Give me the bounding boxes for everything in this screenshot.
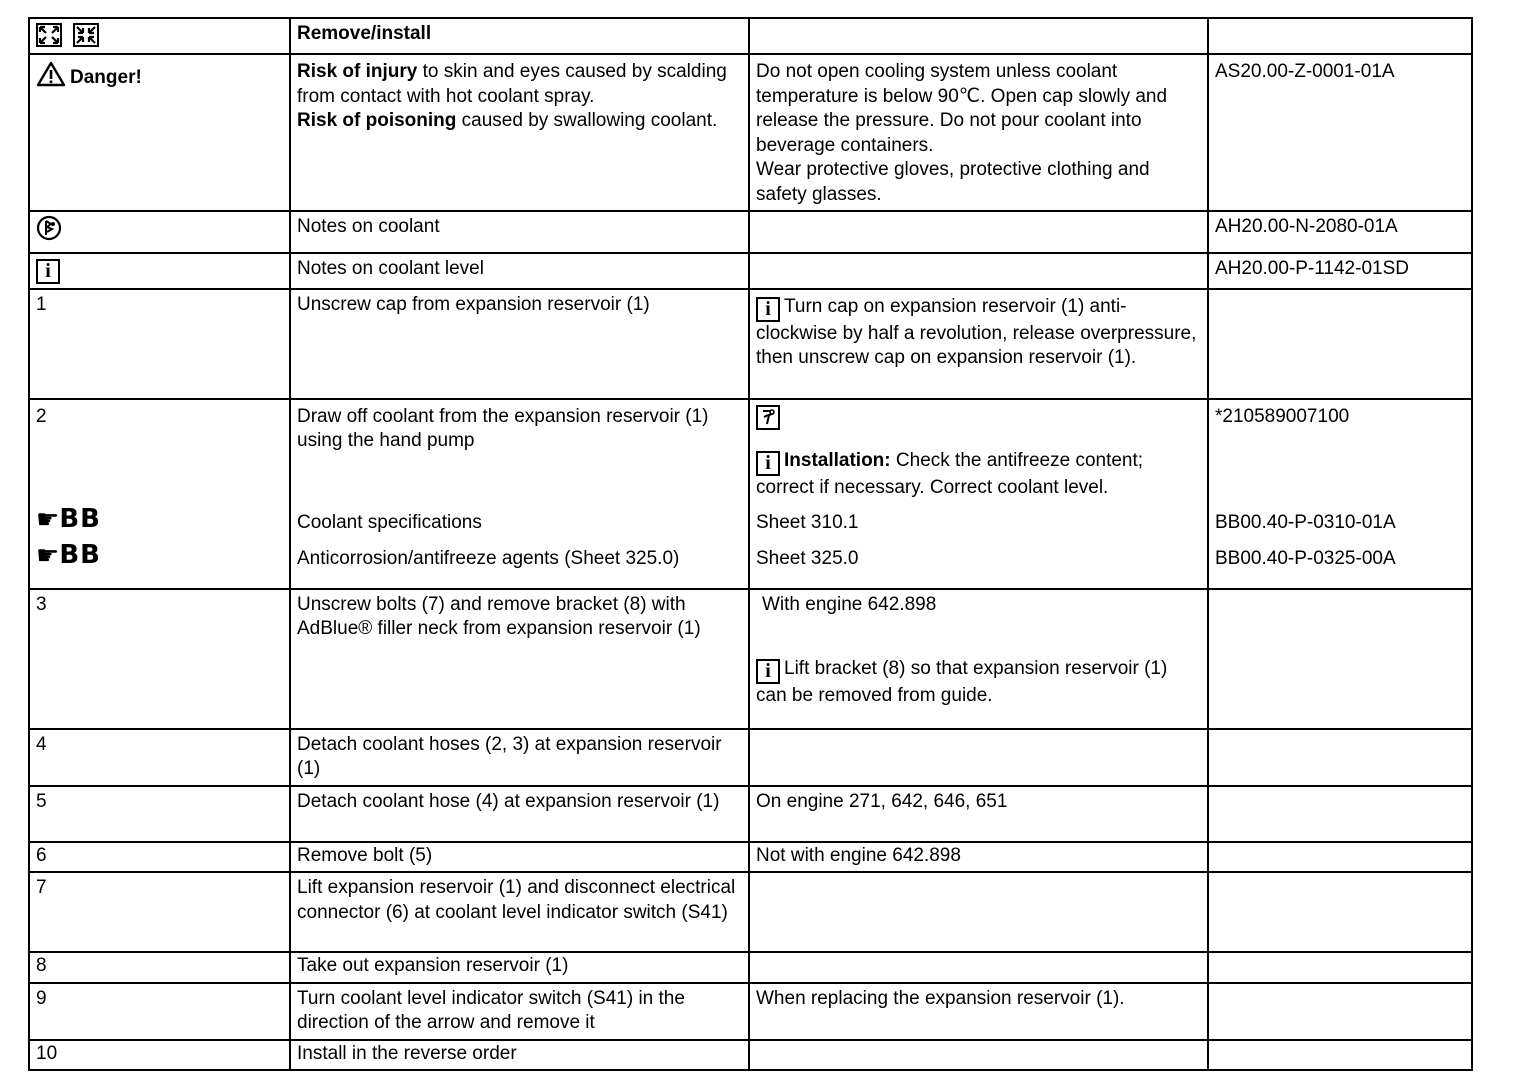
- step-ref: *210589007100: [1215, 405, 1350, 427]
- danger-measures-1: Do not open cooling system unless coolant temperature is below 90℃. Open cap slowly and release the pressure. Do not pour coolant into beverage containers.: [756, 61, 1168, 156]
- notes-text: Notes on coolant level: [290, 253, 749, 289]
- pointing-hand-icon: ☛: [36, 539, 60, 570]
- installation-text: Check the antifreeze content; correct if necessary. Correct coolant level.: [756, 449, 1144, 498]
- risk-poisoning-label: Risk of poisoning: [297, 110, 457, 131]
- step-row: [29, 729, 1472, 786]
- step-number: 3: [29, 589, 290, 729]
- step-number: 2: [36, 405, 47, 427]
- step-ref-cell: [1208, 399, 1472, 589]
- step-action-cell: [290, 399, 749, 589]
- info-icon: i: [36, 259, 60, 284]
- risk-injury-text: to skin and eyes caused by scalding from contact with hot coolant spray.: [297, 61, 727, 107]
- step-note-cell: [749, 729, 1208, 786]
- danger-ref: AS20.00-Z-0001-01A: [1208, 54, 1472, 211]
- header-title: Remove/install: [290, 18, 749, 54]
- step-number: 10: [29, 1040, 290, 1071]
- procedure-table: [28, 17, 1473, 1071]
- step-note: Lift bracket (8) so that expansion reservoir (1) can be removed from guide.: [756, 657, 1168, 706]
- step-note: When replacing the expansion reservoir (1).: [749, 983, 1208, 1040]
- notes-text: Notes on coolant: [290, 211, 749, 253]
- step-row: [29, 952, 1472, 983]
- header-row: [29, 18, 1472, 54]
- danger-label-cell: [29, 54, 290, 211]
- info-icon: i: [756, 297, 780, 322]
- step-action: Detach coolant hoses (2, 3) at expansion reservoir (1): [290, 729, 749, 786]
- step-row: [29, 786, 1472, 842]
- step-note-cell: [749, 1040, 1208, 1071]
- notes-ref: AH20.00-P-1142-01SD: [1208, 253, 1472, 289]
- step-ref-cell: [1208, 1040, 1472, 1071]
- step-ref-cell: [1208, 729, 1472, 786]
- notes-empty-cell: [749, 253, 1208, 289]
- step-action: Lift expansion reservoir (1) and disconnect electrical connector (6) at coolant level indicator switch (S41): [290, 872, 749, 952]
- step-note-cell: [749, 399, 1208, 589]
- step-number: 9: [29, 983, 290, 1040]
- step-number: 1: [29, 289, 290, 399]
- danger-measures-2: Wear protective gloves, protective clothing and safety glasses.: [756, 159, 1150, 205]
- bb-reference-2: [36, 537, 285, 573]
- step-ref-cell: [1208, 589, 1472, 729]
- notes-row: [29, 211, 1472, 253]
- bb-label: BB: [59, 539, 101, 570]
- pointing-hand-icon: ☛: [36, 503, 60, 534]
- step-ref-cell: [1208, 872, 1472, 952]
- step-ref-cell: [1208, 983, 1472, 1040]
- step-ref-cell: [1208, 786, 1472, 842]
- step-action: Draw off coolant from the expansion reservoir (1) using the hand pump: [297, 405, 709, 451]
- step-condition: With engine 642.898: [762, 593, 937, 615]
- special-tool-icon: [756, 405, 780, 430]
- installation-label: Installation:: [784, 449, 891, 471]
- step-row: [29, 589, 1472, 729]
- warning-triangle-icon: [36, 61, 66, 87]
- step-number-cell: [29, 399, 290, 589]
- notes-icon-cell: [29, 211, 290, 253]
- step-row: [29, 983, 1472, 1040]
- step-number: 8: [29, 952, 290, 983]
- notes-icon-cell: [29, 253, 290, 289]
- bb-ref-2: BB00.40-P-0325-00A: [1215, 547, 1396, 569]
- step-number: 5: [29, 786, 290, 842]
- danger-measures-cell: [749, 54, 1208, 211]
- danger-label: Danger!: [70, 67, 142, 88]
- step-action: Turn coolant level indicator switch (S41) in the direction of the arrow and remove it: [290, 983, 749, 1040]
- step-note-cell: [749, 872, 1208, 952]
- step-row: [29, 872, 1472, 952]
- info-icon: i: [756, 451, 780, 476]
- header-icons-cell: [29, 18, 290, 54]
- step-action: Install in the reverse order: [290, 1040, 749, 1071]
- header-empty-cell: [1208, 18, 1472, 54]
- step-note-cell: [749, 289, 1208, 399]
- step-row: [29, 399, 1472, 589]
- danger-risks-cell: [290, 54, 749, 211]
- notes-ref: AH20.00-N-2080-01A: [1208, 211, 1472, 253]
- step-ref-cell: [1208, 842, 1472, 873]
- step-note-cell: [749, 589, 1208, 729]
- bb-reference-1: [36, 501, 285, 537]
- bb-ref-1: BB00.40-P-0310-01A: [1215, 511, 1396, 533]
- step-number: 7: [29, 872, 290, 952]
- step-ref-cell: [1208, 952, 1472, 983]
- bb-text-1: Coolant specifications: [297, 511, 482, 533]
- danger-row: [29, 54, 1472, 211]
- step-note: On engine 271, 642, 646, 651: [749, 786, 1208, 842]
- step-action: Detach coolant hose (4) at expansion reservoir (1): [290, 786, 749, 842]
- bb-text-2: Anticorrosion/antifreeze agents (Sheet 325.0): [297, 547, 680, 569]
- bb-sheet-2: Sheet 325.0: [756, 547, 859, 569]
- notes-empty-cell: [749, 211, 1208, 253]
- risk-poisoning-text: caused by swallowing coolant.: [456, 110, 718, 131]
- bb-label: BB: [59, 503, 101, 534]
- step-action: Remove bolt (5): [290, 842, 749, 873]
- step-number: 4: [29, 729, 290, 786]
- step-ref-cell: [1208, 289, 1472, 399]
- step-note-cell: [749, 952, 1208, 983]
- risk-injury-label: Risk of injury: [297, 61, 418, 82]
- step-number: 6: [29, 842, 290, 873]
- step-row: [29, 289, 1472, 399]
- remove-icon: [36, 23, 62, 47]
- step-action: Take out expansion reservoir (1): [290, 952, 749, 983]
- step-note: Turn cap on expansion reservoir (1) anti-clockwise by half a revolution, release overpressure, then unscrew cap on expansion reservoir (1).: [756, 295, 1197, 368]
- bb-sheet-1: Sheet 310.1: [756, 511, 859, 533]
- step-note: Not with engine 642.898: [749, 842, 1208, 873]
- notes-row: [29, 253, 1472, 289]
- step-row: [29, 842, 1472, 873]
- info-icon: i: [756, 659, 780, 684]
- header-empty-cell: [749, 18, 1208, 54]
- step-action: Unscrew bolts (7) and remove bracket (8) with AdBlue® filler neck from expansion reservoir (1): [290, 589, 749, 729]
- environment-note-icon: [36, 215, 62, 241]
- install-icon: [73, 23, 99, 47]
- step-action: Unscrew cap from expansion reservoir (1): [290, 289, 749, 399]
- step-row: [29, 1040, 1472, 1071]
